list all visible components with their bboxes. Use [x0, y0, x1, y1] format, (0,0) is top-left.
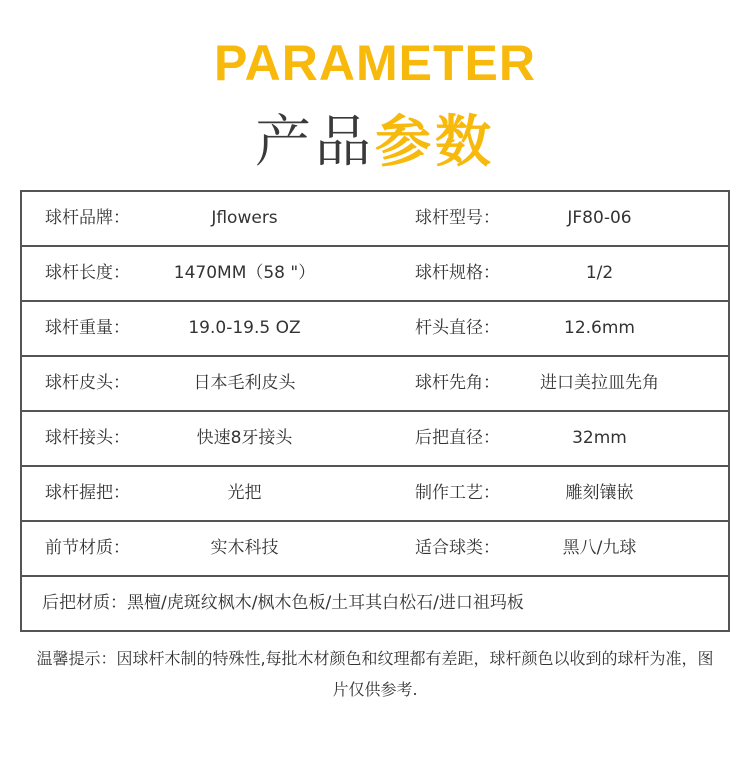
title-chinese-part2: 参数: [375, 110, 495, 175]
param-key: 前节材质：: [45, 538, 130, 558]
table-row: [22, 247, 728, 302]
warm-tip-note: 温馨提示：因球杆木制的特殊性,每批木材颜色和纹理都有差距，球杆颜色以收到的球杆为准，图片仅供参考.: [36, 649, 714, 699]
param-value: 1470MM（58 "）: [173, 263, 316, 283]
param-materials: 后把材质：黑檀/虎斑纹枫木/枫木色板/土耳其白松石/进口祖玛板: [42, 593, 524, 613]
param-key: 球杆接头：: [45, 428, 130, 448]
param-value: 快速8牙接头: [196, 428, 293, 448]
param-value: 光把: [227, 483, 262, 503]
title-english: PARAMETER: [214, 35, 536, 91]
param-key: 球杆皮头：: [45, 373, 130, 393]
param-value: 黑八/九球: [562, 538, 637, 558]
param-key: 制作工艺：: [415, 483, 500, 503]
param-value: 日本毛利皮头: [193, 373, 296, 393]
title-chinese-part1: 产品: [255, 110, 375, 175]
param-value: 1/2: [585, 263, 614, 283]
param-key: 后把直径：: [415, 428, 500, 448]
param-key: 球杆品牌：: [45, 208, 130, 228]
table-row: [22, 192, 728, 247]
param-key: 球杆型号：: [415, 208, 500, 228]
param-value: 雕刻镶嵌: [565, 483, 634, 503]
param-key: 球杆规格：: [415, 263, 500, 283]
table-row: [22, 357, 728, 412]
param-value: JF80-06: [567, 208, 632, 228]
param-key: 球杆长度：: [45, 263, 130, 283]
table-row: [22, 522, 728, 577]
param-value: 实木科技: [210, 538, 279, 558]
table-row-full: [22, 577, 728, 632]
param-key: 球杆先角：: [415, 373, 500, 393]
param-value: 进口美拉皿先角: [540, 373, 659, 393]
title-chinese: [0, 98, 750, 178]
param-key: 适合球类：: [415, 538, 500, 558]
param-key: 球杆握把：: [45, 483, 130, 503]
param-value: 19.0-19.5 OZ: [188, 318, 301, 338]
parameter-table: [20, 190, 730, 632]
table-row: [22, 467, 728, 522]
param-value: Jflowers: [211, 208, 278, 228]
table-row: [22, 412, 728, 467]
param-key: 球杆重量：: [45, 318, 130, 338]
param-key: 杆头直径：: [415, 318, 500, 338]
param-value: 12.6mm: [564, 318, 635, 338]
table-row: [22, 302, 728, 357]
param-value: 32mm: [572, 428, 627, 448]
